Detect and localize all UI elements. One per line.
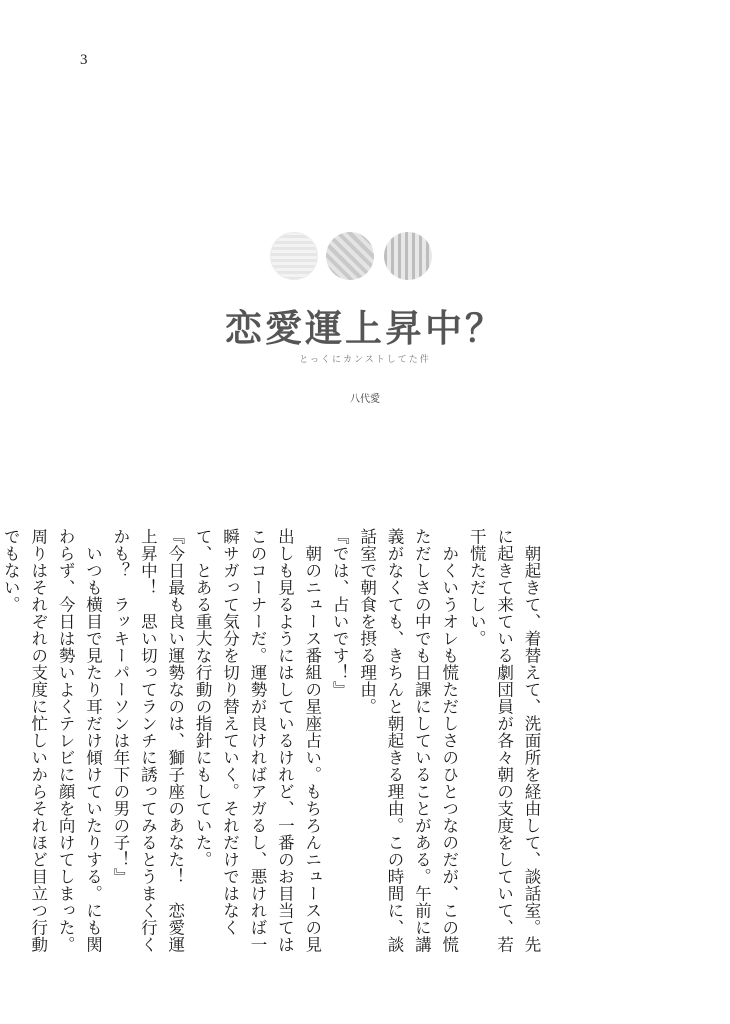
- circle-horizontal-stripes: [270, 232, 318, 280]
- paragraph: 『では、占いです！』: [330, 528, 350, 698]
- paragraph: かくいうオレも慌ただしさのひとつなのだが、この慌ただしさの中でも日課にしていることがある。午前に講義がなくても、きちんと朝起きる理由。この時間に、談話室で朝食を摂る理由。: [357, 528, 459, 953]
- circle-diagonal-stripes: [326, 232, 374, 280]
- paragraph: 『今日最も良い運勢なのは、獅子座のあなた！ 恋愛運上昇中！ 思い切ってランチに誘ってみるとうまく行くかも？ ラッキーパーソンは年下の男の子！』: [110, 528, 185, 953]
- author-name: 八代愛: [350, 394, 380, 405]
- story-title: 恋愛運上昇中？: [225, 307, 505, 350]
- circle-vertical-stripes: [384, 232, 432, 280]
- paragraph: 朝のニュース番組の星座占い。もちろんニュースの見出しも見るようにはしているけれど、一番のお目当てはこのコーナーだ。運勢が良ければアガるし、悪ければ一瞬サガって気分を切り替えていく。それだけではなくて、とある重大な行動の指針にもしていた。: [193, 528, 322, 953]
- paragraph: 朝起きて、着替えて、洗面所を経由して、談話室。先に起きて来ている劇団員が各々朝の支度をしていて、若干慌ただしい。: [467, 528, 541, 953]
- page-number: 3: [80, 52, 88, 68]
- paragraph: いつも横目で見たり耳だけ傾けていたりする。にも関わらず、今日は勢いよくテレビに顔を向けてしまった。周りはそれぞれの支度に忙しいからそれほど目立つ行動でもない。: [1, 528, 103, 953]
- story-subtitle: とっくにカンストしてた件: [299, 355, 431, 365]
- decorative-circles: [0, 232, 730, 284]
- body-text: [0, 528, 545, 968]
